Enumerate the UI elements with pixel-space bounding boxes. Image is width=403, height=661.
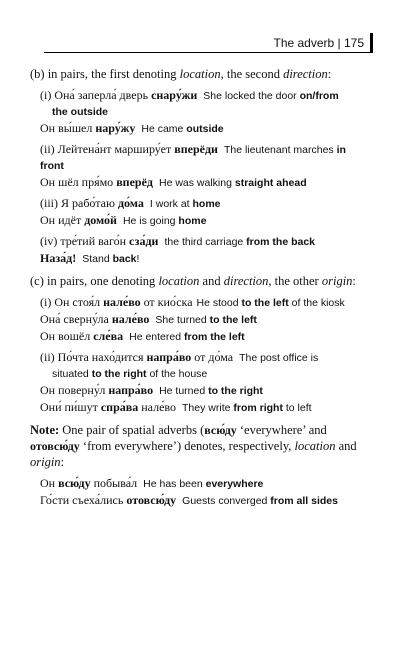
gloss: She turned to the left [155,314,257,326]
note-paragraph: Note: One pair of spatial adverbs (всю́ду ‘everywhere’ and отовсю́ду ‘from everywhere’) denotes, respectively, location and origin: [30,423,357,469]
example-line [30,350,375,366]
gloss: He stood to the left of the kiosk [196,297,345,309]
gloss: He is going home [122,215,207,227]
russian-phrase: (iv) тре́тий ваго́н сза́ди [40,234,159,248]
russian-phrase: Он вы́шел нару́жу [40,121,136,135]
example-line [30,213,375,229]
russian-phrase: Он вошёл сле́ва [40,329,124,343]
gloss: Guests converged from all sides [182,495,338,507]
russian-phrase: Он идёт домо́й [40,213,117,227]
gloss: Stand back! [82,253,140,265]
example-line-continued: front [40,160,64,172]
example-line [30,400,375,416]
example-line [30,476,375,492]
example-line [30,142,375,158]
gloss: The post office is [239,352,319,364]
gloss: She locked the door on/from [203,90,339,102]
gloss: I work at home [149,198,221,210]
example-line [30,312,375,328]
russian-phrase: Он поверну́л напра́во [40,383,154,397]
russian-phrase: Наза́д! [40,251,77,265]
gloss: They write from right to left [182,402,312,414]
example-line [30,383,375,399]
russian-phrase: Он всю́ду побыва́л [40,476,138,490]
gloss: The lieutenant marches in [223,144,346,156]
example-line [30,493,375,509]
text: : [327,67,332,81]
term-direction: direction [283,67,328,81]
running-head [273,33,373,53]
russian-phrase: Они́ пи́шут спра́ва нале́во [40,400,177,414]
example-line [30,234,375,250]
russian-phrase: (i) Он стоя́л нале́во от кио́ска [40,295,193,309]
gloss: He came outside [141,123,224,135]
header-bar [370,33,373,53]
page-header-text: The adverb | 175 [273,36,364,50]
russian-phrase: Она́ сверну́ла нале́во [40,312,150,326]
text: , the second [220,67,284,81]
gloss: He was walking straight ahead [158,177,307,189]
example-line [30,88,375,104]
russian-phrase: (i) Она́ заперла́ дверь снару́жи [40,88,198,102]
text: (b) in pairs, the first denoting [30,67,180,81]
term-location: location [179,67,221,81]
russian-phrase: (ii) Лейтена́нт марширу́ет вперёди [40,142,218,156]
gloss: He entered from the left [129,331,245,343]
header-rule [44,52,373,53]
example-line [30,175,375,191]
example-line [30,295,375,311]
example-line [30,196,375,212]
example-line-continued: the outside [52,106,109,118]
section-c-heading: (c) in pairs, one denoting location and direction, the other origin: [30,274,356,288]
russian-phrase: Го́сти съеха́лись отовсю́ду [40,493,177,507]
example-line [30,329,375,345]
gloss: He has been everywhere [143,478,264,490]
russian-phrase: (iii) Я рабо́таю до́ма [40,196,144,210]
example-line-continued: situated to the right of the house [52,368,208,380]
russian-phrase: (ii) По́чта нахо́дится напра́во от до́ма [40,350,234,364]
gloss: the third carriage from the back [164,236,316,248]
gloss: He turned to the right [159,385,263,397]
section-b-heading [30,66,375,82]
example-line [30,121,375,137]
page-content [30,66,375,510]
example-line [30,251,375,267]
russian-phrase: Он шёл пря́мо вперёд [40,175,153,189]
